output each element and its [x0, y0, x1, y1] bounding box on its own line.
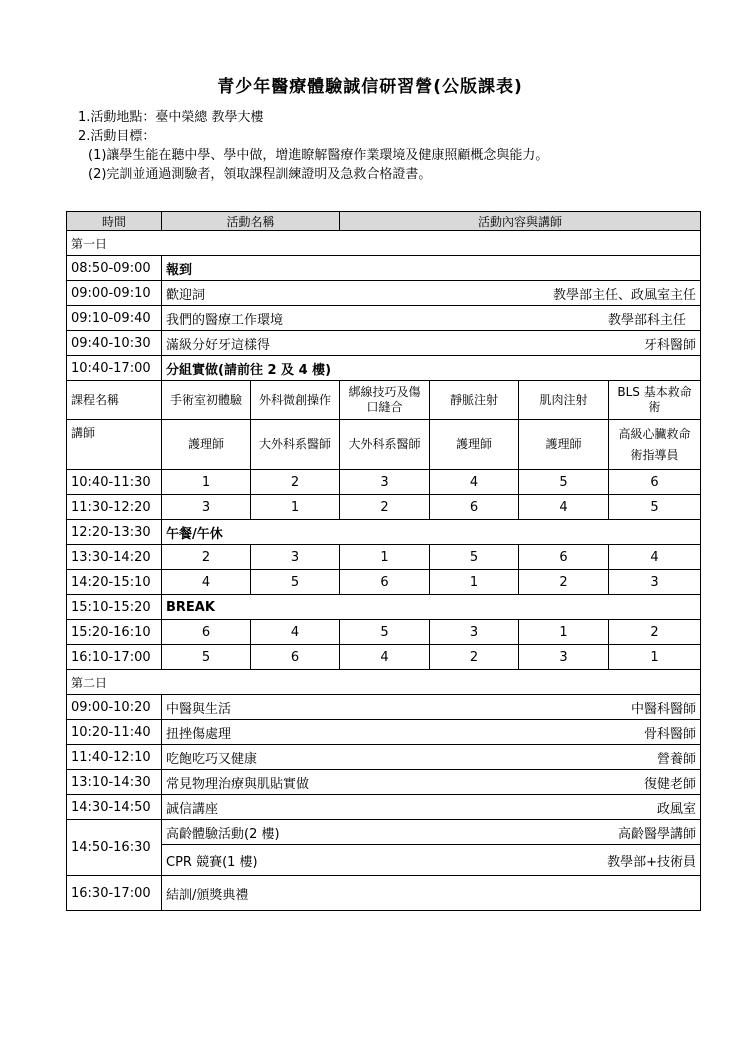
course-name: 手術室初體驗: [162, 381, 251, 420]
table-row: [67, 695, 701, 720]
row-activity: 高齡體驗活動(2 樓): [166, 826, 280, 842]
instructor: 護理師: [430, 420, 519, 470]
table-row: [67, 770, 701, 795]
row-activity-cell: [162, 820, 701, 845]
instructor: 高級心臟救命術指導員: [609, 420, 701, 470]
slot-label: BREAK: [162, 595, 701, 620]
row-speaker: 高齡醫學講師: [618, 826, 697, 842]
course-name: 外科微創操作: [251, 381, 340, 420]
slot-group: 3: [251, 545, 340, 570]
slot-row: [67, 545, 701, 570]
instructor-label: 講師: [67, 420, 162, 470]
slot-group: 3: [609, 570, 701, 595]
row-time: 09:00-09:10: [67, 281, 162, 306]
split-row-b: [67, 845, 701, 876]
slot-group: 1: [162, 470, 251, 495]
slot-group: 6: [609, 470, 701, 495]
slot-time: 15:10-15:20: [67, 595, 162, 620]
row-speaker: 骨科醫師: [644, 726, 697, 742]
slot-group: 2: [251, 470, 340, 495]
row-time: 14:30-14:50: [67, 795, 162, 820]
table-row: [67, 745, 701, 770]
row-time: 09:00-10:20: [67, 695, 162, 720]
slot-time: 13:30-14:20: [67, 545, 162, 570]
slot-time: 16:10-17:00: [67, 645, 162, 670]
instructor: 大外科系醫師: [340, 420, 430, 470]
table-row: [67, 795, 701, 820]
slot-group: 3: [430, 620, 519, 645]
info-goal-2: (2)完訓並通過測驗者，領取課程訓練證明及急救合格證書。: [88, 167, 432, 182]
slot-group: 1: [519, 620, 609, 645]
instructor: 大外科系醫師: [251, 420, 340, 470]
slot-group: 4: [609, 545, 701, 570]
slot-group: 1: [251, 495, 340, 520]
slot-label: 午餐/午休: [162, 520, 701, 545]
row-speaker: 復健老師: [644, 776, 697, 792]
row-speaker: 牙科醫師: [644, 337, 697, 353]
row-activity: 我們的醫療工作環境: [166, 312, 284, 328]
info-block: [78, 108, 548, 184]
row-speaker: 教學部科主任: [608, 312, 687, 328]
instructor: 護理師: [162, 420, 251, 470]
row-activity: 常見物理治療與肌貼實做: [166, 776, 310, 792]
header-row: [67, 212, 701, 231]
slot-group: 5: [251, 570, 340, 595]
slot-row: [67, 495, 701, 520]
row-speaker: 中醫科醫師: [631, 701, 697, 717]
row-activity: 中醫與生活: [166, 701, 232, 717]
slot-row: [67, 470, 701, 495]
course-name: 肌肉注射: [519, 381, 609, 420]
slot-group: 2: [340, 495, 430, 520]
row-activity-cell: [162, 281, 701, 306]
slot-time: 10:40-11:30: [67, 470, 162, 495]
row-time: 10:20-11:40: [67, 720, 162, 745]
course-label: 課程名稱: [67, 381, 162, 420]
row-activity: 誠信講座: [166, 801, 219, 817]
row-activity-cell: [162, 331, 701, 356]
slot-group: 5: [430, 545, 519, 570]
row-activity: 扭挫傷處理: [166, 726, 232, 742]
slot-group: 4: [430, 470, 519, 495]
row-activity-cell: [162, 720, 701, 745]
slot-group: 6: [162, 620, 251, 645]
day1-label: 第一日: [67, 231, 701, 256]
slot-row: [67, 620, 701, 645]
day2-label: 第二日: [67, 670, 701, 695]
slot-time: 14:20-15:10: [67, 570, 162, 595]
slot-group: 2: [609, 620, 701, 645]
row-activity-cell: [162, 745, 701, 770]
schedule-table: [66, 211, 701, 911]
split-row-a: [67, 820, 701, 845]
row-speaker: 教學部+技術員: [607, 854, 697, 870]
row-activity: 滿級分好牙這樣得: [166, 337, 271, 353]
row-activity: 結訓/頒獎典禮: [162, 876, 701, 911]
slot-group: 4: [162, 570, 251, 595]
slot-group: 2: [430, 645, 519, 670]
slot-group: 3: [519, 645, 609, 670]
slot-group: 5: [519, 470, 609, 495]
slot-time: 11:30-12:20: [67, 495, 162, 520]
slot-time: 15:20-16:10: [67, 620, 162, 645]
header-content: 活動內容與講師: [340, 212, 701, 231]
row-time: 16:30-17:00: [67, 876, 162, 911]
info-location: 1.活動地點：臺中榮總 教學大樓: [78, 110, 264, 125]
row-time: 13:10-14:30: [67, 770, 162, 795]
table-row: [67, 331, 701, 356]
row-time: 14:50-16:30: [67, 820, 162, 876]
row-speaker: 政風室: [657, 801, 697, 817]
slot-group: 4: [340, 645, 430, 670]
row-activity-cell: [162, 845, 701, 876]
slot-group: 6: [430, 495, 519, 520]
row-activity: 歡迎詞: [166, 287, 206, 303]
info-goals-label: 2.活動目標：: [78, 129, 156, 144]
slot-group: 4: [519, 495, 609, 520]
row-time: 09:10-09:40: [67, 306, 162, 331]
slot-group: 1: [609, 645, 701, 670]
day1-row: [67, 231, 701, 256]
slot-group: 5: [162, 645, 251, 670]
row-activity-cell: [162, 795, 701, 820]
course-name: 綁線技巧及傷口縫合: [340, 381, 430, 420]
header-name: 活動名稱: [162, 212, 340, 231]
slot-group: 1: [430, 570, 519, 595]
info-goal-1: (1)讓學生能在聽中學、學中做，增進瞭解醫療作業環境及健康照顧概念與能力。: [88, 148, 549, 163]
slot-group: 4: [251, 620, 340, 645]
slot-row: [67, 595, 701, 620]
instructors-row: [67, 420, 701, 470]
table-row: [67, 281, 701, 306]
slot-group: 6: [251, 645, 340, 670]
group-title: 分組實做(請前往 2 及 4 樓): [162, 356, 701, 381]
row-time: 09:40-10:30: [67, 331, 162, 356]
slot-time: 12:20-13:30: [67, 520, 162, 545]
table-row: [67, 876, 701, 911]
row-time: 10:40-17:00: [67, 356, 162, 381]
row-time: 11:40-12:10: [67, 745, 162, 770]
table-row: [67, 306, 701, 331]
slot-group: 6: [340, 570, 430, 595]
slot-row: [67, 520, 701, 545]
row-activity-cell: [162, 770, 701, 795]
row-activity: 報到: [162, 256, 701, 281]
row-activity-cell: [162, 306, 701, 331]
slot-group: 3: [340, 470, 430, 495]
slot-group: 6: [519, 545, 609, 570]
slot-row: [67, 645, 701, 670]
row-time: 08:50-09:00: [67, 256, 162, 281]
table-row: [67, 356, 701, 381]
row-speaker: 教學部主任、政風室主任: [553, 287, 697, 303]
slot-group: 5: [609, 495, 701, 520]
row-activity-cell: [162, 695, 701, 720]
course-names-row: [67, 381, 701, 420]
table-row: [67, 720, 701, 745]
slot-group: 3: [162, 495, 251, 520]
course-name: 靜脈注射: [430, 381, 519, 420]
slot-group: 5: [340, 620, 430, 645]
page-title: 青少年醫療體驗誠信研習營(公版課表): [217, 77, 523, 97]
row-speaker: 營養師: [657, 751, 697, 767]
row-activity: 吃飽吃巧又健康: [166, 751, 258, 767]
slot-group: 1: [340, 545, 430, 570]
slot-group: 2: [519, 570, 609, 595]
row-activity: CPR 競賽(1 樓): [166, 854, 258, 870]
table-row: [67, 256, 701, 281]
slot-group: 2: [162, 545, 251, 570]
course-name: BLS 基本救命術: [609, 381, 701, 420]
day2-row: [67, 670, 701, 695]
instructor: 護理師: [519, 420, 609, 470]
slot-row: [67, 570, 701, 595]
header-time: 時間: [67, 212, 162, 231]
